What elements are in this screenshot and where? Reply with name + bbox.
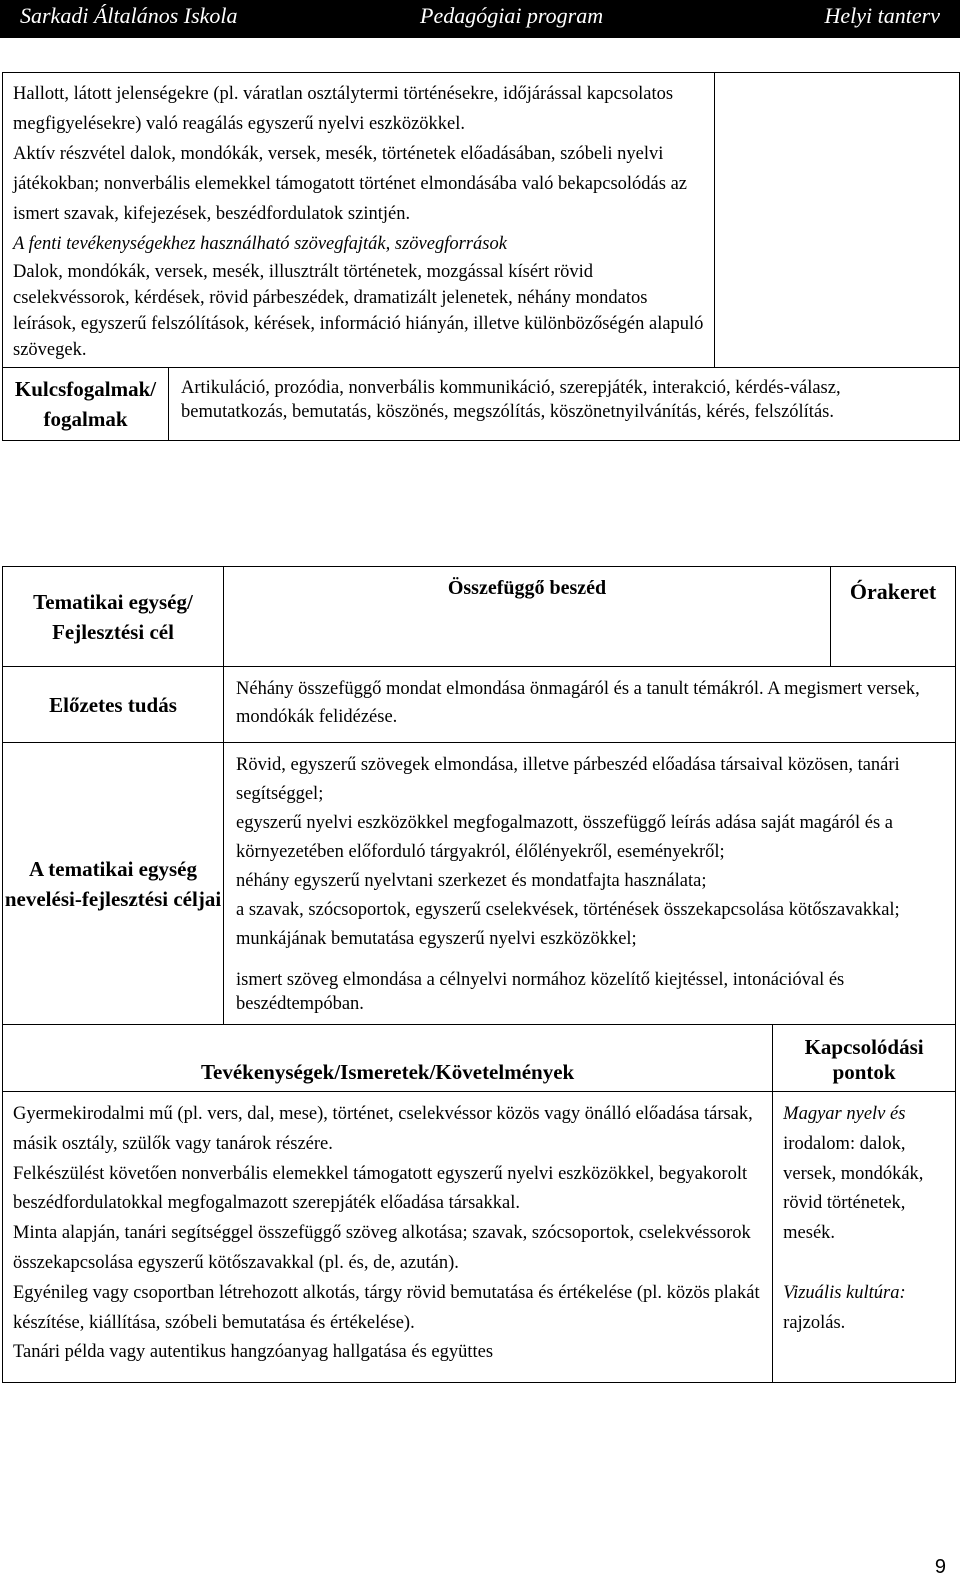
hours-label: Órakeret <box>831 567 956 667</box>
text-sources: Dalok, mondókák, versek, mesék, illusztrált történetek, mozgással kísért rövid cselekvéssorok, kérdések, rövid párbeszédek, dramatizált jelenetek, néhány mondatos leírások, egyszerű felszólítások, kérések, információ hiányán, illetve különbözőségén alapuló szövegek. <box>13 262 704 360</box>
activity-item: Tanári példa vagy autentikus hangzóanyag hallgatása és együttes <box>13 1342 494 1363</box>
text-sources-heading: A fenti tevékenységekhez használható szövegfajták, szövegforrások <box>13 234 507 254</box>
prior-knowledge-text: Néhány összefüggő mondat elmondása önmagáról és a tanult témákról. A megismert versek, mondókák felidézése. <box>224 667 956 743</box>
key-concepts-label: Kulcsfogalmak/ fogalmak <box>3 368 169 441</box>
connection-subject: Magyar nyelv és <box>783 1104 906 1124</box>
spacer <box>236 954 943 968</box>
unit-table <box>2 566 956 1383</box>
goal-item: néhány egyszerű nyelvtani szerkezet és mondatfajta használata; <box>236 871 707 891</box>
goals-label: A tematikai egység nevelési-fejlesztési céljai <box>3 743 224 1025</box>
activity-item: Minta alapján, tanári segítséggel összefüggő szöveg alkotása; szavak, szócsoportok, cselekvéssorok összekapcsolása egyszerű kötőszavakkal (pl. és, de, azután). <box>13 1223 751 1273</box>
paragraph: Hallott, látott jelenségekre (pl. váratlan osztálytermi történésekre, időjárással kapcsolatos megfigyelésekre) való reagálás egyszerű nyelvi eszközökkel. <box>13 84 674 134</box>
paragraph: Aktív részvétel dalok, mondókák, versek, mesék, történetek előadásában, szóbeli nyelvi játékokban; nonverbális elemekkel támogatott történet elmondásába való bekapcsolódás az ismert szavak, kifejezések, beszédfordulatok szintjén. <box>13 144 687 224</box>
goal-item: Rövid, egyszerű szövegek elmondása, illetve párbeszéd előadása társaival közösen, tanári segítséggel; <box>236 755 900 804</box>
connection-subject: Vizuális kultúra: <box>783 1282 906 1303</box>
goal-item: egyszerű nyelvi eszközökkel megfogalmazott, összefüggő leírás adása saját magáról és a környezetében előforduló tárgyakról, élőlényekről, eseményekről; <box>236 813 894 862</box>
page-number: 9 <box>934 1556 946 1578</box>
goal-item: munkájának bemutatása egyszerű nyelvi eszközökkel; <box>236 929 637 949</box>
unit-label: Tematikai egység/ Fejlesztési cél <box>3 567 224 667</box>
connection-text: irodalom: dalok, versek, mondókák, rövid történetek, mesék. <box>783 1133 924 1244</box>
key-concepts-text: Artikuláció, prozódia, nonverbális kommunikáció, szerepjáték, interakció, kérdés-válasz, bemutatkozás, bemutatás, köszönés, megszólítás, köszönetnyilvánítás, kérés, felszólítás. <box>169 368 960 441</box>
header-program: Pedagógiai program <box>420 3 604 28</box>
goal-item: a szavak, szócsoportok, egyszerű cselekvések, történések összekapcsolása kötőszavakkal; <box>236 900 900 920</box>
goal-item: ismert szöveg elmondása a célnyelvi normához közelítő kiejtéssel, intonációval és beszédtempóban. <box>236 970 845 1014</box>
activity-item: Gyermekirodalmi mű (pl. vers, dal, mese), történet, cselekvéssor közös vagy önálló előadása társak, másik osztály, szülők vagy tanárok részére. <box>13 1104 753 1154</box>
activity-item: Egyénileg vagy csoportban létrehozott alkotás, tárgy rövid bemutatása és értékelése (pl. közös plakát készítése, kiállítása, szóbeli bemutatása és értékelése). <box>13 1282 760 1333</box>
goals-cell <box>224 743 956 1025</box>
activities-text-cell <box>3 73 715 368</box>
page-header <box>0 0 960 38</box>
activities-header: Tevékenységek/Ismeretek/Követelmények <box>3 1025 773 1092</box>
empty-connections-cell <box>715 73 960 368</box>
activity-item: Felkészülést követően nonverbális elemekkel támogatott egyszerű nyelvi eszközökkel, begyakorolt beszédfordulatokkal megfogalmazott szerepjáték előadása társakkal. <box>13 1163 748 1214</box>
connections-cell <box>773 1092 956 1383</box>
spacer <box>783 1249 945 1279</box>
top-table <box>2 72 960 441</box>
connection-text: rajzolás. <box>783 1312 846 1333</box>
unit-title: Összefüggő beszéd <box>224 567 831 667</box>
header-curriculum: Helyi tanterv <box>824 3 940 28</box>
prior-knowledge-label: Előzetes tudás <box>3 667 224 743</box>
connections-header: Kapcsolódási pontok <box>773 1025 956 1092</box>
activities-cell <box>3 1092 773 1383</box>
header-school: Sarkadi Általános Iskola <box>20 3 238 28</box>
